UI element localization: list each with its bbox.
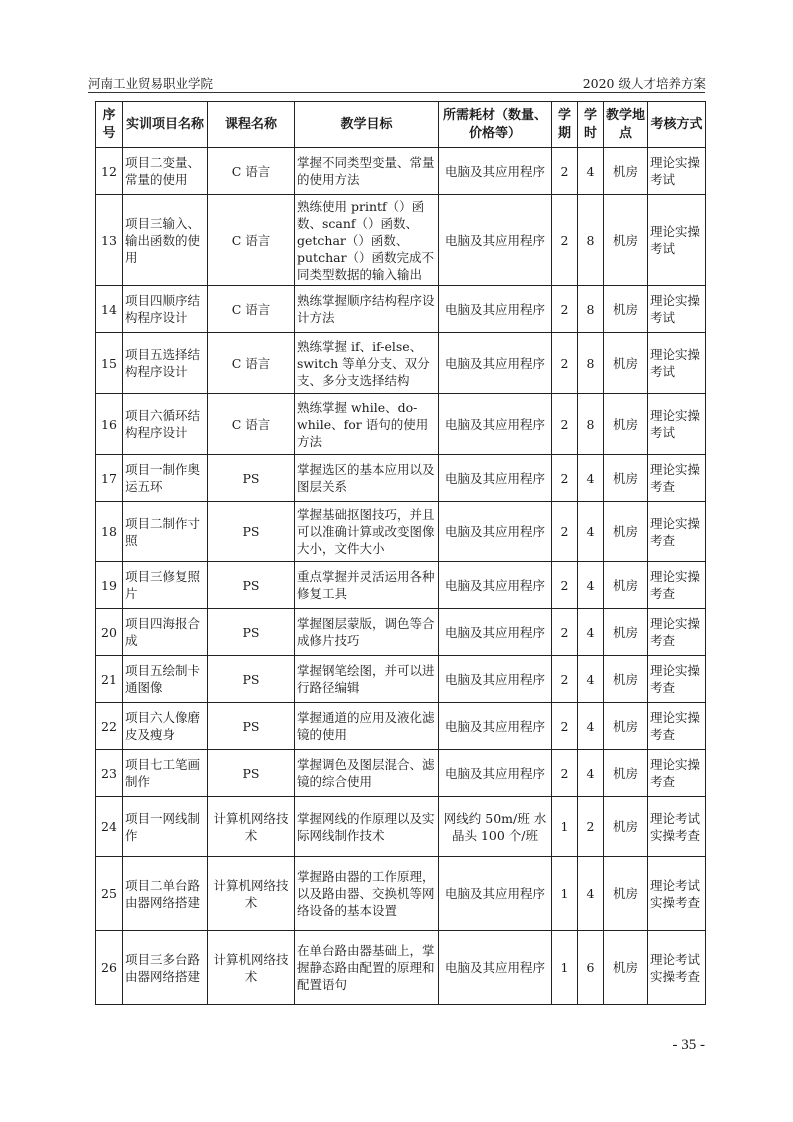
cell-goal: 掌握图层蒙版，调色等合成修片技巧 [295,609,439,656]
cell-project: 项目四海报合成 [123,609,208,656]
cell-term: 1 [552,857,578,931]
cell-place: 机房 [604,750,648,797]
cell-place: 机房 [604,195,648,286]
cell-place: 机房 [604,455,648,502]
cell-term: 2 [552,750,578,797]
cell-material: 电脑及其应用程序 [439,455,552,502]
cell-goal: 熟练掌握 if、if-else、switch 等单分支、双分支、多分支选择结构 [295,333,439,394]
cell-goal: 熟练使用 printf（）函数、scanf（）函数、getchar（）函数、putchar（）函数完成不同类型数据的输入输出 [295,195,439,286]
col-header-place: 教学地点 [604,102,648,148]
col-header-goal: 教学目标 [295,102,439,148]
cell-hours: 8 [578,286,604,333]
cell-exam: 理论实操考查 [648,750,706,797]
cell-hours: 4 [578,703,604,750]
cell-course: PS [208,455,295,502]
cell-material: 电脑及其应用程序 [439,195,552,286]
cell-hours: 6 [578,931,604,1005]
cell-material: 电脑及其应用程序 [439,931,552,1005]
cell-course: 计算机网络技术 [208,797,295,857]
table-row [96,562,706,609]
cell-exam: 理论实操考试 [648,394,706,455]
cell-no: 24 [96,797,123,857]
cell-hours: 4 [578,148,604,195]
header-rule [88,92,705,93]
cell-hours: 2 [578,797,604,857]
cell-material: 电脑及其应用程序 [439,502,552,562]
cell-project: 项目二单台路由器网络搭建 [123,857,208,931]
cell-project: 项目一网线制作 [123,797,208,857]
cell-material: 电脑及其应用程序 [439,750,552,797]
cell-course: PS [208,502,295,562]
cell-project: 项目五绘制卡通图像 [123,656,208,703]
cell-no: 17 [96,455,123,502]
cell-no: 16 [96,394,123,455]
cell-course: PS [208,609,295,656]
cell-place: 机房 [604,502,648,562]
cell-material: 电脑及其应用程序 [439,562,552,609]
col-header-project: 实训项目名称 [123,102,208,148]
cell-place: 机房 [604,857,648,931]
cell-no: 19 [96,562,123,609]
cell-exam: 理论考试实操考查 [648,857,706,931]
cell-hours: 8 [578,394,604,455]
cell-no: 13 [96,195,123,286]
table-row [96,333,706,394]
cell-term: 2 [552,455,578,502]
table-row [96,148,706,195]
cell-term: 2 [552,609,578,656]
cell-no: 26 [96,931,123,1005]
table-row [96,195,706,286]
table-row [96,857,706,931]
cell-term: 2 [552,195,578,286]
cell-hours: 4 [578,656,604,703]
table-row [96,455,706,502]
cell-material: 电脑及其应用程序 [439,394,552,455]
cell-goal: 掌握通道的应用及液化滤镜的使用 [295,703,439,750]
cell-course: 计算机网络技术 [208,857,295,931]
cell-hours: 4 [578,502,604,562]
cell-project: 项目七工笔画制作 [123,750,208,797]
cell-exam: 理论实操考查 [648,609,706,656]
cell-course: C 语言 [208,333,295,394]
cell-no: 14 [96,286,123,333]
cell-project: 项目六循环结构程序设计 [123,394,208,455]
cell-term: 2 [552,703,578,750]
cell-hours: 4 [578,562,604,609]
table-row [96,394,706,455]
cell-material: 电脑及其应用程序 [439,609,552,656]
cell-course: PS [208,703,295,750]
training-table [95,101,706,1005]
cell-place: 机房 [604,797,648,857]
cell-project: 项目三输入、输出函数的使用 [123,195,208,286]
cell-course: C 语言 [208,286,295,333]
cell-course: PS [208,750,295,797]
cell-goal: 熟练掌握 while、do-while、for 语句的使用方法 [295,394,439,455]
cell-term: 2 [552,148,578,195]
cell-goal: 掌握基础抠图技巧，并且可以准确计算或改变图像大小，文件大小 [295,502,439,562]
cell-material: 电脑及其应用程序 [439,703,552,750]
cell-no: 25 [96,857,123,931]
cell-material: 电脑及其应用程序 [439,148,552,195]
cell-term: 2 [552,286,578,333]
cell-no: 18 [96,502,123,562]
col-header-term: 学期 [552,102,578,148]
cell-project: 项目一制作奥运五环 [123,455,208,502]
cell-material: 网线约 50m/班 水晶头 100 个/班 [439,797,552,857]
cell-place: 机房 [604,931,648,1005]
cell-no: 15 [96,333,123,394]
cell-course: C 语言 [208,195,295,286]
cell-no: 23 [96,750,123,797]
col-header-course: 课程名称 [208,102,295,148]
table-row [96,703,706,750]
cell-exam: 理论实操考查 [648,656,706,703]
cell-exam: 理论考试实操考查 [648,931,706,1005]
cell-project: 项目三修复照片 [123,562,208,609]
cell-exam: 理论考试实操考查 [648,797,706,857]
cell-term: 1 [552,797,578,857]
cell-exam: 理论实操考试 [648,333,706,394]
cell-term: 2 [552,394,578,455]
cell-hours: 8 [578,333,604,394]
cell-goal: 掌握调色及图层混合、滤镜的综合使用 [295,750,439,797]
cell-no: 22 [96,703,123,750]
table-row [96,502,706,562]
cell-term: 2 [552,502,578,562]
cell-exam: 理论实操考试 [648,148,706,195]
cell-place: 机房 [604,703,648,750]
cell-goal: 熟练掌握顺序结构程序设计方法 [295,286,439,333]
page-number: - 35 - [672,1037,705,1053]
cell-term: 2 [552,656,578,703]
cell-goal: 在单台路由器基础上，掌握静态路由配置的原理和配置语句 [295,931,439,1005]
cell-course: C 语言 [208,148,295,195]
cell-project: 项目三多台路由器网络搭建 [123,931,208,1005]
cell-exam: 理论实操考查 [648,455,706,502]
col-header-material: 所需耗材（数量、价格等） [439,102,552,148]
cell-place: 机房 [604,333,648,394]
table-row [96,286,706,333]
cell-goal: 掌握选区的基本应用以及图层关系 [295,455,439,502]
cell-place: 机房 [604,148,648,195]
cell-place: 机房 [604,286,648,333]
cell-hours: 4 [578,750,604,797]
cell-hours: 4 [578,609,604,656]
cell-goal: 掌握钢笔绘图，并可以进行路径编辑 [295,656,439,703]
col-header-exam: 考核方式 [648,102,706,148]
cell-project: 项目四顺序结构程序设计 [123,286,208,333]
cell-course: PS [208,562,295,609]
cell-exam: 理论实操考试 [648,286,706,333]
cell-project: 项目二变量、常量的使用 [123,148,208,195]
cell-hours: 4 [578,857,604,931]
cell-place: 机房 [604,656,648,703]
cell-exam: 理论实操考查 [648,562,706,609]
cell-exam: 理论实操考查 [648,703,706,750]
cell-material: 电脑及其应用程序 [439,857,552,931]
cell-project: 项目二制作寸照 [123,502,208,562]
cell-place: 机房 [604,394,648,455]
cell-project: 项目五选择结构程序设计 [123,333,208,394]
table-row [96,750,706,797]
cell-term: 2 [552,562,578,609]
cell-material: 电脑及其应用程序 [439,656,552,703]
cell-project: 项目六人像磨皮及瘦身 [123,703,208,750]
cell-goal: 掌握不同类型变量、常量的使用方法 [295,148,439,195]
table-header-row [96,102,706,148]
cell-course: C 语言 [208,394,295,455]
cell-exam: 理论实操考试 [648,195,706,286]
cell-hours: 4 [578,455,604,502]
header-doc-title: 2020 级人才培养方案 [582,76,706,91]
table-row [96,656,706,703]
table-row [96,931,706,1005]
cell-term: 1 [552,931,578,1005]
header-institution: 河南工业贸易职业学院 [88,76,214,91]
cell-course: PS [208,656,295,703]
cell-material: 电脑及其应用程序 [439,333,552,394]
cell-course: 计算机网络技术 [208,931,295,1005]
cell-exam: 理论实操考查 [648,502,706,562]
cell-goal: 重点掌握并灵活运用各种修复工具 [295,562,439,609]
table-row [96,609,706,656]
cell-place: 机房 [604,562,648,609]
col-header-no: 序号 [96,102,123,148]
cell-goal: 掌握路由器的工作原理，以及路由器、交换机等网络设备的基本设置 [295,857,439,931]
cell-no: 12 [96,148,123,195]
cell-no: 20 [96,609,123,656]
cell-material: 电脑及其应用程序 [439,286,552,333]
cell-goal: 掌握网线的作原理以及实际网线制作技术 [295,797,439,857]
col-header-hours: 学时 [578,102,604,148]
cell-hours: 8 [578,195,604,286]
cell-term: 2 [552,333,578,394]
table-row [96,797,706,857]
cell-place: 机房 [604,609,648,656]
cell-no: 21 [96,656,123,703]
